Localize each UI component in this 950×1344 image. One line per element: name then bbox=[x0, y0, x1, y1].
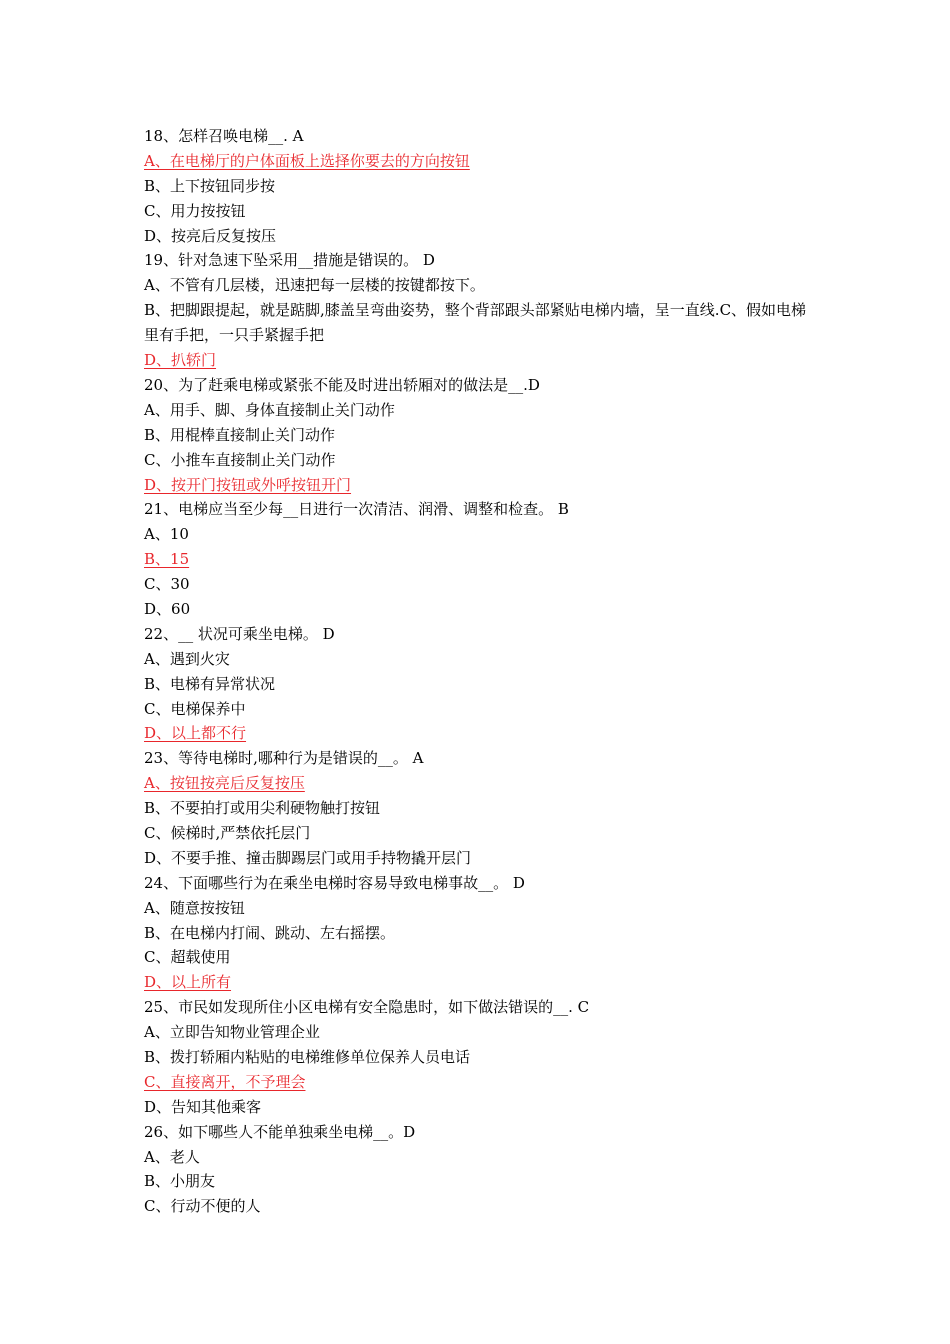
line-text: B、15 bbox=[144, 550, 190, 569]
line-text: D、告知其他乘客 bbox=[144, 1097, 262, 1116]
line-text: B、拨打轿厢内粘贴的电梯维修单位保养人员电话 bbox=[144, 1047, 471, 1066]
question-line bbox=[144, 124, 814, 149]
correct-answer-option bbox=[144, 149, 814, 174]
line-text: C、30 bbox=[144, 575, 190, 594]
answer-option bbox=[144, 1020, 814, 1045]
answer-option bbox=[144, 174, 814, 199]
line-text: D、以上所有 bbox=[144, 973, 232, 992]
line-text: 23、等待电梯时,哪种行为是错误的__。 A bbox=[144, 749, 424, 768]
answer-option bbox=[144, 1194, 814, 1219]
line-text: 19、针对急速下坠采用__措施是错误的。 D bbox=[144, 251, 435, 270]
line-text: D、按开门按钮或外呼按钮开门 bbox=[144, 475, 352, 494]
line-text: A、用手、脚、身体直接制止关门动作 bbox=[144, 400, 395, 419]
line-text: A、在电梯厅的户体面板上选择你要去的方向按钮 bbox=[144, 151, 470, 170]
line-text: D、不要手推、撞击脚踢层门或用手持物撬开层门 bbox=[144, 848, 472, 867]
answer-option bbox=[144, 1095, 814, 1120]
line-text: 18、怎样召唤电梯__. A bbox=[144, 127, 304, 145]
question-line bbox=[144, 622, 814, 647]
answer-option bbox=[144, 572, 814, 597]
quiz-content bbox=[144, 124, 814, 1219]
answer-option bbox=[144, 921, 814, 946]
answer-option bbox=[144, 821, 814, 846]
line-text: A、遇到火灾 bbox=[144, 649, 230, 668]
line-text: B、在电梯内打闹、跳动、左右摇摆。 bbox=[144, 923, 396, 942]
answer-option bbox=[144, 423, 814, 448]
answer-option bbox=[144, 298, 814, 348]
answer-option bbox=[144, 398, 814, 423]
line-text: B、上下按钮同步按 bbox=[144, 176, 276, 195]
line-text: 24、下面哪些行为在乘坐电梯时容易导致电梯事故__。 D bbox=[144, 873, 525, 892]
line-text: A、按钮按亮后反复按压 bbox=[144, 774, 305, 793]
line-text: A、10 bbox=[144, 525, 189, 544]
line-text: 22、__ 状况可乘坐电梯。 D bbox=[144, 624, 335, 643]
answer-option bbox=[144, 448, 814, 473]
line-text: D、60 bbox=[144, 599, 191, 618]
answer-option bbox=[144, 896, 814, 921]
line-text: B、把脚跟提起，就是踮脚,膝盖呈弯曲姿势，整个背部跟头部紧贴电梯内墙，呈一直线.C、假如电梯里有手把，一只手紧握手把 bbox=[144, 301, 807, 345]
question-line bbox=[144, 373, 814, 398]
line-text: C、电梯保养中 bbox=[144, 699, 246, 718]
line-text: D、扒轿门 bbox=[144, 351, 217, 370]
question-line bbox=[144, 995, 814, 1020]
answer-option bbox=[144, 647, 814, 672]
correct-answer-option bbox=[144, 970, 814, 995]
line-text: 25、市民如发现所住小区电梯有安全隐患时，如下做法错误的__. C bbox=[144, 998, 590, 1017]
line-text: C、直接离开，不予理会 bbox=[144, 1072, 306, 1091]
answer-option bbox=[144, 672, 814, 697]
line-text: B、用棍棒直接制止关门动作 bbox=[144, 425, 336, 444]
correct-answer-option bbox=[144, 1070, 814, 1095]
line-text: 21、电梯应当至少每__日进行一次清洁、润滑、调整和检查。 B bbox=[144, 500, 569, 519]
line-text: C、行动不便的人 bbox=[144, 1197, 261, 1216]
line-text: A、老人 bbox=[144, 1147, 200, 1166]
answer-option bbox=[144, 224, 814, 249]
answer-option bbox=[144, 697, 814, 722]
line-text: C、小推车直接制止关门动作 bbox=[144, 450, 336, 469]
correct-answer-option bbox=[144, 348, 814, 373]
answer-option bbox=[144, 945, 814, 970]
line-text: D、按亮后反复按压 bbox=[144, 226, 277, 245]
answer-option bbox=[144, 522, 814, 547]
answer-option bbox=[144, 1045, 814, 1070]
answer-option bbox=[144, 1145, 814, 1170]
line-text: A、不管有几层楼，迅速把每一层楼的按键都按下。 bbox=[144, 276, 485, 295]
answer-option bbox=[144, 199, 814, 224]
line-text: C、候梯时,严禁依托层门 bbox=[144, 823, 311, 842]
line-text: D、以上都不行 bbox=[144, 724, 247, 743]
question-line bbox=[144, 248, 814, 273]
question-line bbox=[144, 746, 814, 771]
question-line bbox=[144, 871, 814, 896]
correct-answer-option bbox=[144, 721, 814, 746]
answer-option bbox=[144, 1169, 814, 1194]
answer-option bbox=[144, 597, 814, 622]
line-text: A、立即告知物业管理企业 bbox=[144, 1023, 320, 1042]
correct-answer-option bbox=[144, 547, 814, 572]
question-line bbox=[144, 497, 814, 522]
line-text: A、随意按按钮 bbox=[144, 898, 245, 917]
line-text: B、电梯有异常状况 bbox=[144, 674, 276, 693]
answer-option bbox=[144, 796, 814, 821]
correct-answer-option bbox=[144, 473, 814, 498]
answer-option bbox=[144, 846, 814, 871]
line-text: B、小朋友 bbox=[144, 1172, 216, 1191]
correct-answer-option bbox=[144, 771, 814, 796]
line-text: C、用力按按钮 bbox=[144, 201, 246, 220]
line-text: 20、为了赶乘电梯或紧张不能及时进出轿厢对的做法是__.D bbox=[144, 375, 540, 394]
line-text: 26、如下哪些人不能单独乘坐电梯__。D bbox=[144, 1122, 416, 1141]
line-text: B、不要拍打或用尖利硬物触打按钮 bbox=[144, 799, 381, 818]
question-line bbox=[144, 1120, 814, 1145]
answer-option bbox=[144, 273, 814, 298]
line-text: C、超载使用 bbox=[144, 948, 231, 967]
